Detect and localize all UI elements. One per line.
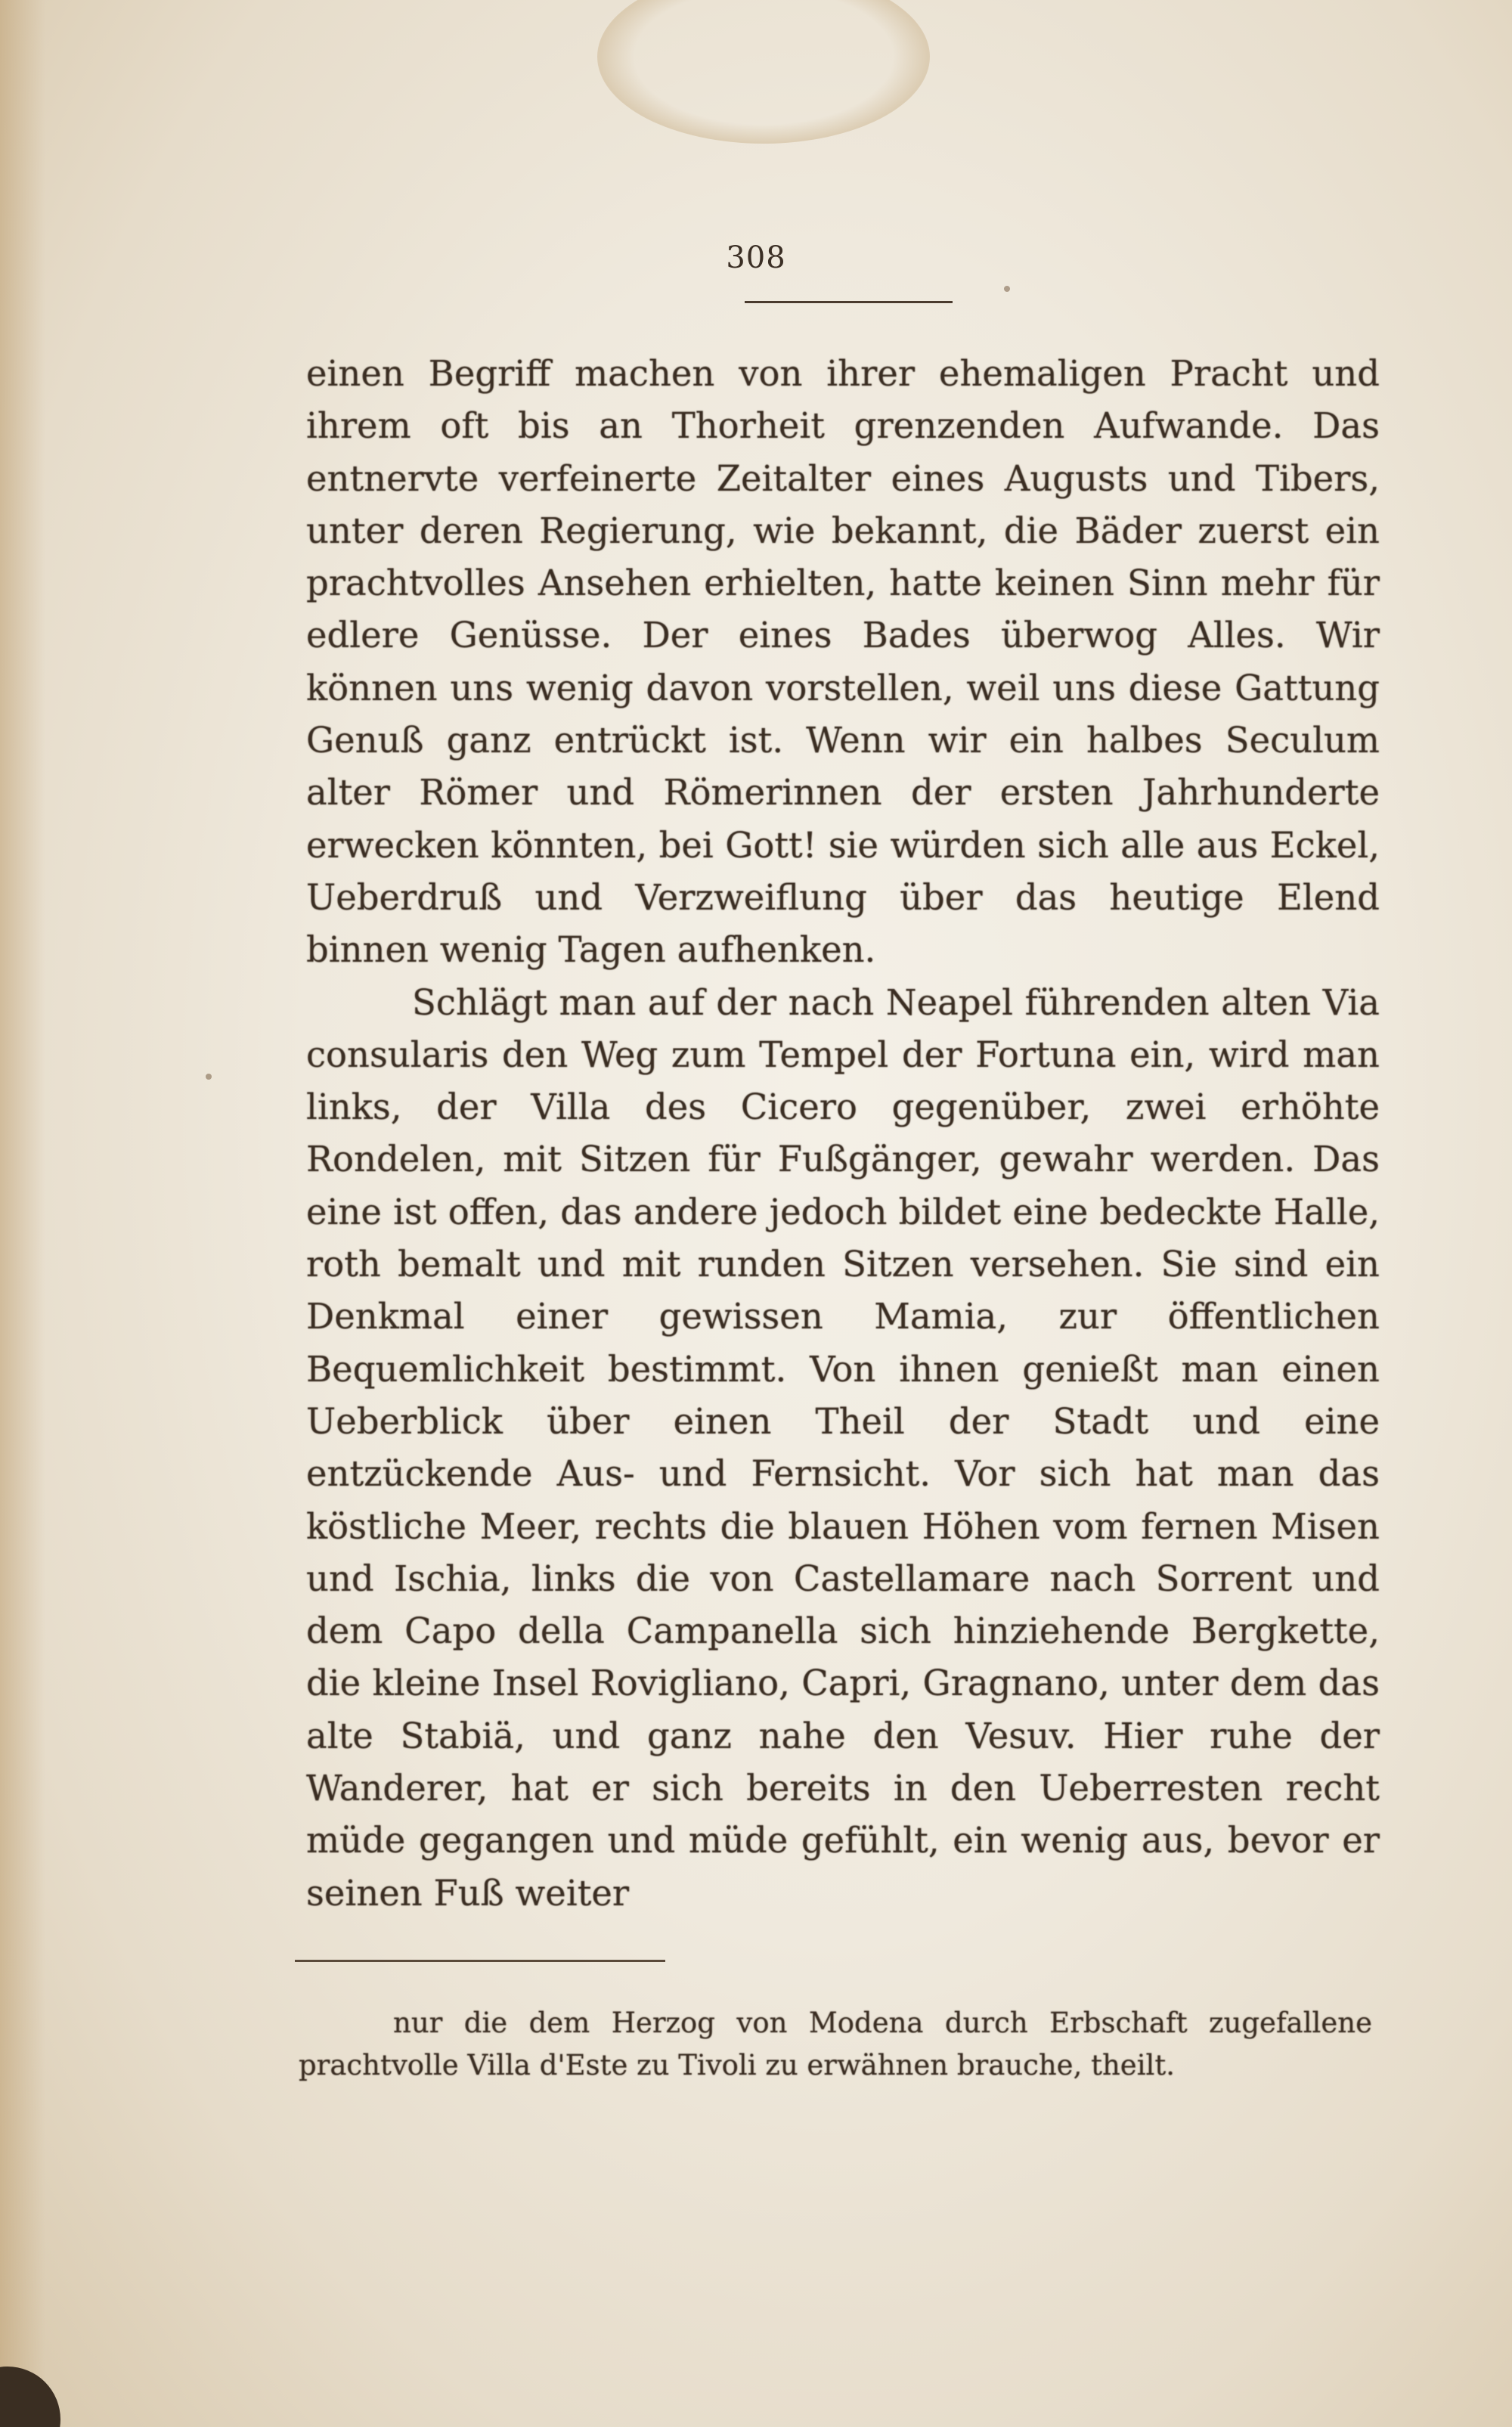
page-corner-shadow — [0, 2367, 60, 2427]
footnote-rule — [295, 1960, 665, 1962]
paper-speck — [206, 1074, 212, 1080]
header-rule — [745, 301, 953, 303]
page-number: 308 — [726, 240, 786, 275]
paper-speck — [1004, 286, 1010, 292]
page-edge-shadow — [0, 0, 45, 2427]
paragraph-2: Schlägt man auf der nach Neapel führenden alten Via consularis den Weg zum Tempel der Fortuna ein, wird man links, der Villa des Cicero gegenüber, zwei erhöhte Rondelen, mit Sitzen für Fußgänger, gewahr werden. Das eine ist offen, das andere jedoch bildet eine bedeckte Halle, roth bemalt und mit runden Sitzen versehen. Sie sind ein Denkmal einer gewissen Mamia, zur öffentlichen Bequemlichkeit bestimmt. Von ihnen genießt man einen Ueberblick über einen Theil der Stadt und eine entzückende Aus- und Fernsicht. Vor sich hat man das köstliche Meer, rechts die blauen Höhen vom fernen Misen und Ischia, links die von Castellamare nach Sorrent und dem Capo della Campanella sich hinziehende Bergkette, die kleine Insel Rovigliano, Capri, Gragnano, unter dem das alte Stabiä, und ganz nahe den Vesuv. Hier ruhe der Wanderer, hat er sich bereits in den Ueberresten recht müde gegangen und müde gefühlt, ein wenig aus, bevor er seinen Fuß weiter — [306, 981, 1380, 1914]
body-text — [306, 348, 1380, 1920]
paragraph-1: einen Begriff machen von ihrer ehemaligen Pracht und ihrem oft bis an Thorheit grenzenden Aufwande. Das entnervte verfeinerte Zeitalter eines Augusts und Tibers, unter deren Regierung, wie bekannt, die Bäder zuerst ein prachtvolles Ansehen erhielten, hatte keinen Sinn mehr für edlere Genüsse. Der eines Bades überwog Alles. Wir können uns wenig davon vorstellen, weil uns diese Gattung Genuß ganz entrückt ist. Wenn wir ein halbes Seculum alter Römer und Römerinnen der ersten Jahrhunderte erwecken könnten, bei Gott! sie würden sich alle aus Eckel, Ueberdruß und Verzweiflung über das heutige Elend binnen wenig Tagen aufhenken. — [306, 353, 1380, 971]
paper-stain — [597, 0, 930, 144]
footnote — [299, 2002, 1372, 2087]
footnote-text: nur die dem Herzog von Modena durch Erbschaft zugefallene prachtvolle Villa d'Este zu Tivoli zu erwähnen brauche, theilt. — [299, 2007, 1372, 2081]
